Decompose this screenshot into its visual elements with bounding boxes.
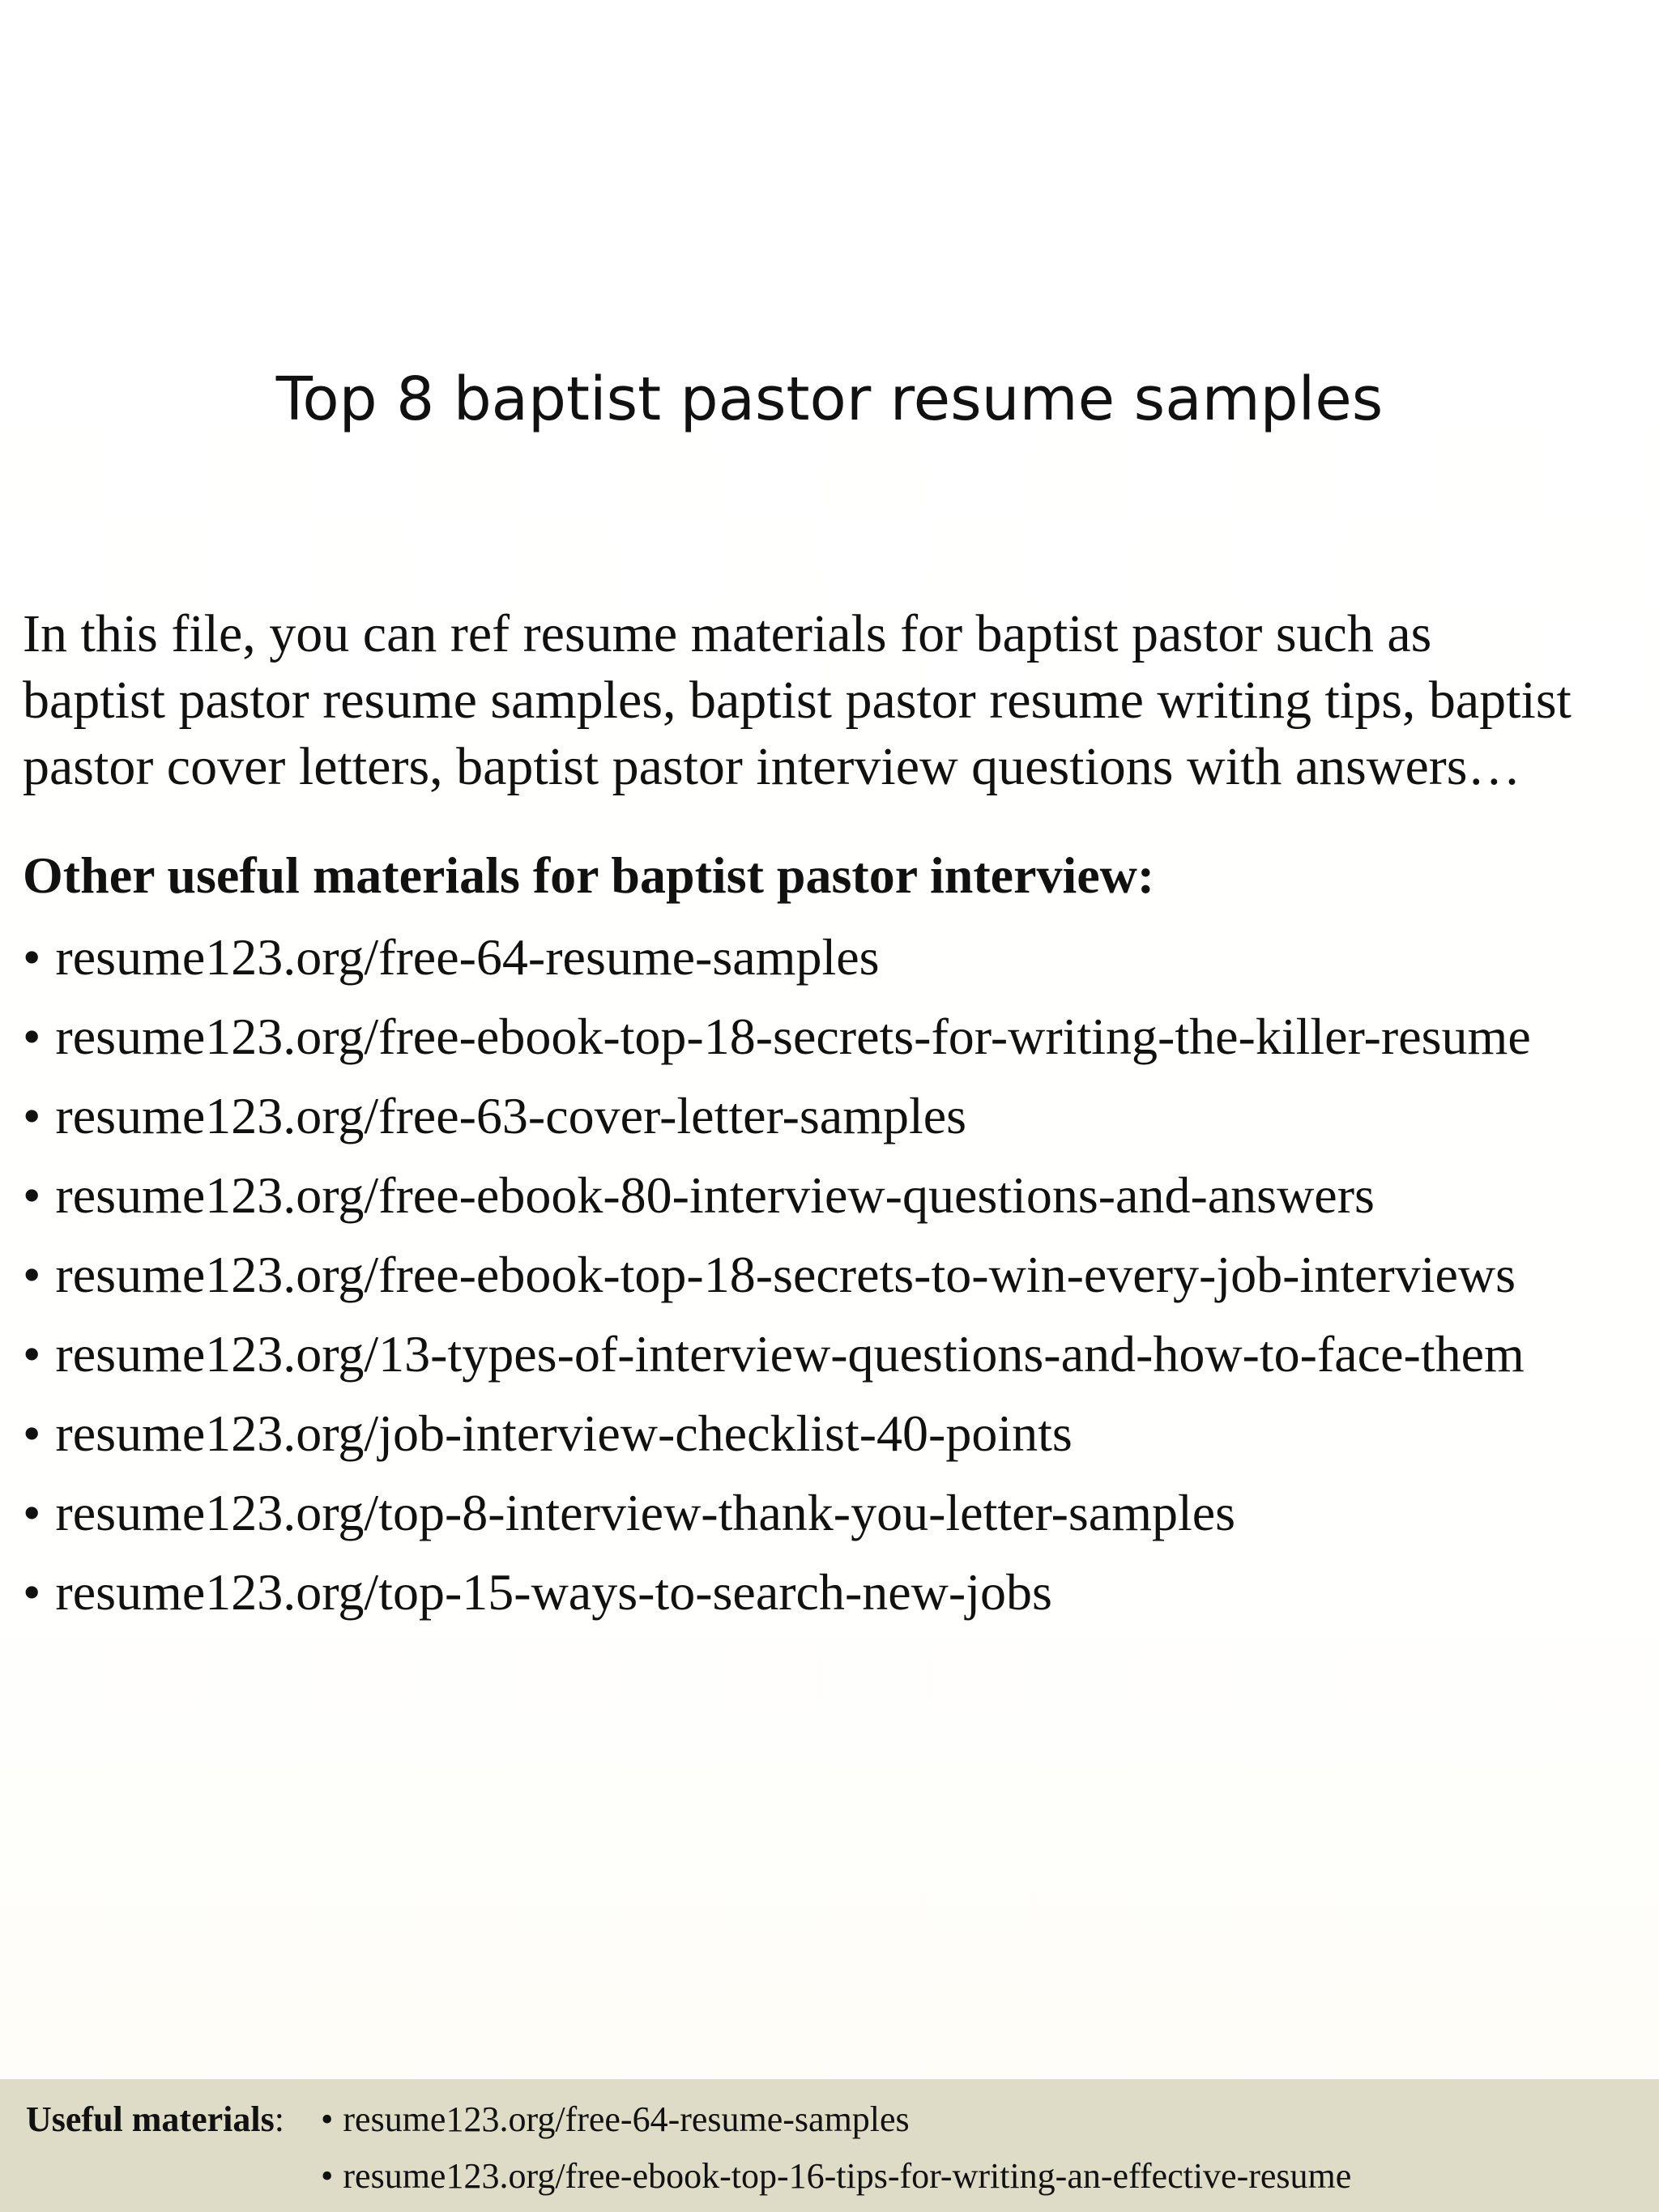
footer-bar bbox=[0, 2079, 1659, 2212]
bullet-icon: • bbox=[23, 1325, 41, 1383]
list-item bbox=[23, 1161, 1531, 1241]
intro-line: pastor cover letters, baptist pastor interview questions with answers… bbox=[23, 737, 1521, 796]
bullet-icon: • bbox=[23, 1484, 41, 1541]
bullet-icon: • bbox=[23, 1404, 41, 1462]
other-materials-list bbox=[23, 923, 1531, 1638]
footer-link[interactable]: resume123.org/free-64-resume-samples bbox=[343, 2099, 910, 2139]
bullet-icon: • bbox=[321, 2099, 334, 2139]
list-item bbox=[23, 1241, 1531, 1320]
material-link[interactable]: resume123.org/13-types-of-interview-questions-and-how-to-face-them bbox=[55, 1325, 1525, 1383]
material-link[interactable]: resume123.org/job-interview-checklist-40-points bbox=[55, 1404, 1073, 1462]
other-materials-heading: Other useful materials for baptist pastor interview: bbox=[23, 846, 1155, 904]
list-item bbox=[321, 2155, 1351, 2212]
material-link[interactable]: resume123.org/free-63-cover-letter-samples bbox=[55, 1087, 967, 1144]
bullet-icon: • bbox=[23, 1087, 41, 1144]
intro-line: In this file, you can ref resume materials for baptist pastor such as bbox=[23, 604, 1432, 663]
bullet-icon: • bbox=[23, 1166, 41, 1224]
bullet-icon: • bbox=[321, 2156, 334, 2196]
list-item bbox=[23, 1082, 1531, 1161]
bullet-icon: • bbox=[23, 1246, 41, 1303]
page-title: Top 8 baptist pastor resume samples bbox=[275, 364, 1384, 434]
material-link[interactable]: resume123.org/free-ebook-top-18-secrets-for-writing-the-killer-resume bbox=[55, 1008, 1531, 1065]
material-link[interactable]: resume123.org/top-8-interview-thank-you-letter-samples bbox=[55, 1484, 1236, 1541]
list-item bbox=[23, 1558, 1531, 1638]
footer-label-text: Useful materials bbox=[26, 2099, 275, 2139]
list-item bbox=[23, 1320, 1531, 1400]
list-item bbox=[23, 1003, 1531, 1082]
list-item bbox=[23, 1479, 1531, 1558]
footer-label-separator: : bbox=[274, 2099, 284, 2139]
footer-label bbox=[26, 2099, 284, 2140]
material-link[interactable]: resume123.org/free-ebook-top-18-secrets-to-win-every-job-interviews bbox=[55, 1246, 1516, 1303]
footer-links bbox=[321, 2099, 1351, 2212]
list-item bbox=[321, 2099, 1351, 2155]
material-link[interactable]: resume123.org/free-ebook-80-interview-questions-and-answers bbox=[55, 1166, 1375, 1224]
list-item bbox=[23, 1400, 1531, 1479]
intro-line: baptist pastor resume samples, baptist pastor resume writing tips, baptist bbox=[23, 671, 1572, 730]
bullet-icon: • bbox=[23, 1563, 41, 1621]
intro-paragraph bbox=[23, 601, 1643, 800]
footer-link[interactable]: resume123.org/free-ebook-top-16-tips-for-writing-an-effective-resume bbox=[343, 2156, 1352, 2196]
list-item bbox=[23, 923, 1531, 1003]
material-link[interactable]: resume123.org/free-64-resume-samples bbox=[55, 928, 880, 986]
bullet-icon: • bbox=[23, 1008, 41, 1065]
bullet-icon: • bbox=[23, 928, 41, 986]
material-link[interactable]: resume123.org/top-15-ways-to-search-new-jobs bbox=[55, 1563, 1052, 1621]
